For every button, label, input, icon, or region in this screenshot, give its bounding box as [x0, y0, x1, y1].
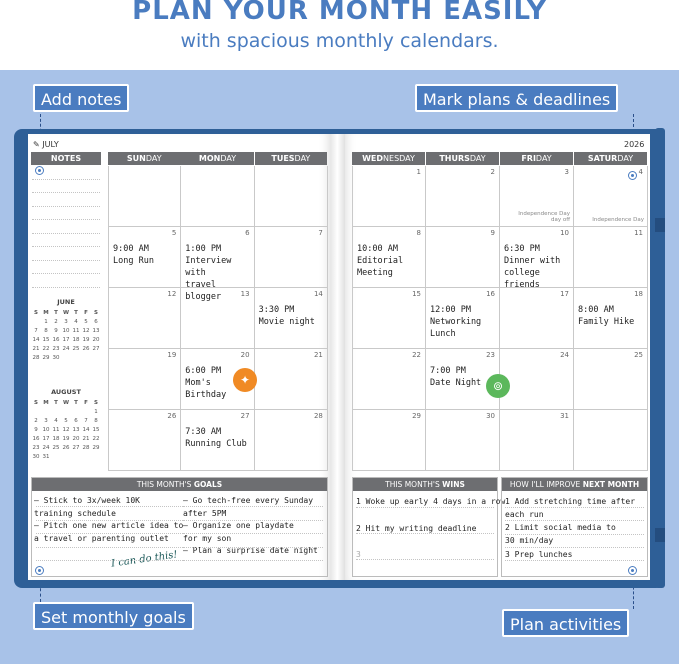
- day-number: 10: [560, 229, 569, 237]
- day-number: 9: [490, 229, 495, 237]
- writing-line: [183, 506, 323, 507]
- notes-header: NOTES: [31, 152, 101, 165]
- mini-calendar-weekday: M: [43, 399, 49, 406]
- mini-calendar-day: 11: [72, 327, 80, 334]
- mini-calendar-day: 22: [42, 345, 50, 352]
- mini-calendar-day: 20: [92, 336, 100, 343]
- mini-calendar-weekday: T: [54, 399, 58, 406]
- day-number: 21: [313, 351, 323, 359]
- writing-line: [505, 560, 644, 561]
- mini-calendar-day: [31, 317, 41, 326]
- mini-calendar-day: 10: [62, 327, 70, 334]
- page-spine: [331, 134, 345, 580]
- mini-calendar-day: 4: [54, 417, 58, 424]
- mini-calendar-day: 13: [72, 426, 80, 433]
- mini-calendar-august: [31, 388, 101, 461]
- day-header: TUESDAY: [255, 152, 328, 165]
- calendar-event: 7:30 AM Running Club: [185, 427, 247, 449]
- day-number: 30: [486, 412, 495, 420]
- day-number: 5: [171, 229, 177, 237]
- calendar-day-cell[interactable]: [255, 410, 328, 471]
- notes-line: [32, 247, 100, 261]
- mini-calendar-day: [51, 452, 61, 461]
- calendar-day-cell[interactable]: [181, 166, 254, 227]
- mini-calendar-day: 7: [84, 417, 88, 424]
- mini-calendar-day: 17: [62, 336, 70, 343]
- day-number: 14: [313, 290, 323, 298]
- mini-calendar-title: JUNE: [57, 298, 75, 306]
- mini-calendar-day: 5: [84, 318, 88, 325]
- mini-calendar-day: 2: [34, 417, 38, 424]
- day-number: 16: [486, 290, 495, 298]
- mini-calendar-weekday: F: [84, 399, 88, 406]
- mini-calendar-day: 18: [72, 336, 80, 343]
- mini-calendar-day: 26: [62, 444, 70, 451]
- dinner-icon: ⊚: [486, 374, 510, 398]
- calendar-day-cell[interactable]: [108, 349, 181, 410]
- mini-calendar-day: 6: [94, 318, 98, 325]
- mini-calendar-day: [81, 353, 91, 362]
- mini-calendar-weekday: T: [54, 309, 58, 316]
- mini-calendar-day: 16: [52, 336, 60, 343]
- calendar-event: 12:00 PM Networking Lunch: [430, 305, 482, 339]
- goals-column-1: – Stick to 3x/week 10K training schedule – Pitch one new article idea to a travel or parenting outlet: [34, 496, 184, 543]
- mini-calendar-day: 14: [32, 336, 40, 343]
- day-number: 28: [313, 412, 323, 420]
- mini-calendar-weekday: S: [94, 309, 98, 316]
- day-header: SATURDAY: [574, 152, 647, 165]
- mini-calendar-weekday: M: [43, 309, 49, 316]
- day-number: 31: [560, 412, 569, 420]
- mini-calendar-day: [81, 407, 91, 416]
- wins-header: THIS MONTH'S WINS: [353, 478, 497, 491]
- mini-calendar-day: 27: [72, 444, 80, 451]
- mini-calendar-day: 3: [64, 318, 68, 325]
- mini-calendar-weekday: S: [34, 399, 38, 406]
- day-header: FRIDAY: [500, 152, 573, 165]
- mini-calendar-day: 28: [82, 444, 90, 451]
- mini-calendar-day: 8: [44, 327, 48, 334]
- mini-calendar-day: 21: [82, 435, 90, 442]
- writing-line: [505, 547, 644, 548]
- mini-calendar-day: 20: [72, 435, 80, 442]
- calendar-day-cell[interactable]: [352, 410, 426, 471]
- calendar-day-cell[interactable]: [352, 227, 426, 288]
- writing-line: [505, 520, 644, 521]
- calendar-day-cell[interactable]: [255, 349, 328, 410]
- mini-calendar-day: [71, 353, 81, 362]
- calendar-event: 3:30 PM Movie night: [258, 305, 315, 327]
- mini-calendar-day: 6: [74, 417, 78, 424]
- day-number: 26: [167, 412, 177, 420]
- calendar-day-cell[interactable]: [574, 227, 648, 288]
- improve-item-1: 1 Add stretching time after each run: [505, 497, 636, 519]
- callout-add-notes: Add notes: [33, 84, 129, 112]
- calendar-day-cell[interactable]: [108, 288, 181, 349]
- mini-calendar-day: 10: [42, 426, 50, 433]
- headline-title: PLAN YOUR MONTH EASILY: [132, 0, 547, 26]
- mini-calendar-day: 24: [42, 444, 50, 451]
- calendar-event: 9:00 AM Long Run: [113, 244, 154, 266]
- ring-marker-plans: [628, 171, 637, 180]
- mini-calendar-day: [61, 452, 71, 461]
- calendar-day-cell[interactable]: [108, 227, 181, 288]
- mini-calendar-day: 7: [34, 327, 38, 334]
- holiday-label: Independence Day: [592, 217, 644, 223]
- callout-set-goals: Set monthly goals: [33, 602, 194, 630]
- calendar-day-cell[interactable]: [426, 166, 500, 227]
- mini-calendar-weekday: W: [62, 399, 70, 406]
- day-number: 25: [634, 351, 643, 359]
- mini-calendar-title: AUGUST: [51, 388, 81, 396]
- wins-item-1: 1 Woke up early 4 days in a row: [356, 497, 506, 506]
- day-number: 15: [412, 290, 421, 298]
- calendar-event: 10:00 AM Editorial Meeting: [357, 244, 404, 278]
- mini-calendar-day: 2: [54, 318, 58, 325]
- calendar-day-cell[interactable]: [255, 166, 328, 227]
- mini-calendar-day: 13: [92, 327, 100, 334]
- mini-calendar-day: 16: [32, 435, 40, 442]
- mini-calendar-day: [81, 452, 91, 461]
- elastic-strap: [655, 128, 665, 588]
- day-number: 1: [416, 168, 421, 176]
- mini-calendar-day: 14: [82, 426, 90, 433]
- goals-stamp: I can do this!: [107, 548, 181, 571]
- mini-calendar-day: 19: [62, 435, 70, 442]
- wins-item-3: 3: [356, 550, 361, 559]
- calendar-day-cell[interactable]: [352, 166, 426, 227]
- calendar-day-cell[interactable]: [500, 227, 574, 288]
- calendar-day-cell[interactable]: [352, 349, 426, 410]
- notes-line: [32, 207, 100, 221]
- calendar-day-cell[interactable]: [255, 227, 328, 288]
- mini-calendar-day: 29: [92, 444, 100, 451]
- calendar-day-cell[interactable]: [255, 288, 328, 349]
- calendar-event: 8:00 AM Family Hike: [578, 305, 635, 327]
- mini-calendar-day: [61, 407, 71, 416]
- day-number: 3: [564, 168, 569, 176]
- improve-header: HOW I'LL IMPROVE NEXT MONTH: [502, 478, 647, 491]
- notes-lines: [32, 166, 100, 288]
- mini-calendar-day: [71, 452, 81, 461]
- day-number: 17: [560, 290, 569, 298]
- day-number: 18: [634, 290, 643, 298]
- month-label: [33, 140, 59, 149]
- party-popper-icon: ✦: [233, 368, 257, 392]
- notes-line: [32, 180, 100, 194]
- day-number: 4: [638, 168, 643, 176]
- day-number: 6: [245, 229, 250, 237]
- day-number: 12: [167, 290, 177, 298]
- writing-line: [183, 533, 323, 534]
- writing-line: [183, 560, 323, 561]
- notes-line: [32, 261, 100, 275]
- mini-calendar-weekday: S: [94, 399, 98, 406]
- day-number: 23: [486, 351, 495, 359]
- day-header: WEDNESDAY: [352, 152, 425, 165]
- mini-calendar-day: 9: [34, 426, 38, 433]
- day-number: 8: [416, 229, 421, 237]
- mini-calendar-day: [31, 407, 41, 416]
- pen-icon: ✎: [33, 140, 40, 149]
- goals-header: THIS MONTH'S GOALS: [32, 478, 327, 491]
- goals-column-2: – Go tech-free every Sunday after 5PM – Organize one playdate for my son – Plan a surprise date night: [183, 496, 318, 555]
- year-label: 2026: [624, 140, 645, 149]
- mini-calendar-day: 8: [94, 417, 98, 424]
- mini-calendar-day: 25: [72, 345, 80, 352]
- day-number: 27: [240, 412, 250, 420]
- mini-calendar-day: 15: [42, 336, 50, 343]
- holiday-label: Independence Day day off: [518, 211, 570, 223]
- mini-calendar-day: 15: [92, 426, 100, 433]
- mini-calendar-day: 19: [82, 336, 90, 343]
- mini-calendar-day: 28: [32, 354, 40, 361]
- mini-calendar-day: 25: [52, 444, 60, 451]
- mini-calendar-day: 30: [32, 453, 40, 460]
- writing-line: [356, 559, 494, 560]
- calendar-day-cell[interactable]: [500, 166, 574, 227]
- day-number: 13: [240, 290, 250, 298]
- mini-calendar-day: [61, 353, 71, 362]
- mini-calendar-day: [51, 407, 61, 416]
- calendar-day-cell[interactable]: [574, 349, 648, 410]
- wins-item-2: 2 Hit my writing deadline: [356, 524, 477, 533]
- ring-marker-notes: [35, 166, 44, 175]
- mini-calendar-day: 1: [94, 408, 98, 415]
- mini-calendar-weekday: F: [84, 309, 88, 316]
- mini-calendar-day: 4: [74, 318, 78, 325]
- day-header: THURSDAY: [426, 152, 499, 165]
- calendar-day-cell[interactable]: [574, 288, 648, 349]
- day-number: 24: [560, 351, 569, 359]
- calendar-day-cell[interactable]: [181, 410, 254, 471]
- callout-plan-activities: Plan activities: [502, 609, 629, 637]
- calendar-day-cell[interactable]: [108, 166, 181, 227]
- mini-calendar-day: [71, 407, 81, 416]
- calendar-day-cell[interactable]: [500, 288, 574, 349]
- mini-calendar-weekday: T: [74, 399, 78, 406]
- writing-line: [36, 560, 191, 561]
- day-number: 11: [634, 229, 643, 237]
- day-number: 19: [167, 351, 177, 359]
- calendar-day-cell[interactable]: [500, 410, 574, 471]
- notes-line: [32, 274, 100, 288]
- headline-subtitle: with spacious monthly calendars.: [180, 30, 499, 52]
- calendar-event: 6:00 PM Mom's Birthday: [185, 366, 227, 400]
- headline: [0, 0, 679, 70]
- calendar-day-cell[interactable]: [181, 288, 254, 349]
- day-number: 29: [412, 412, 421, 420]
- mini-calendar-day: 11: [52, 426, 60, 433]
- calendar-day-cell[interactable]: [352, 288, 426, 349]
- writing-line: [356, 507, 494, 508]
- day-number: 20: [240, 351, 250, 359]
- writing-line: [36, 547, 191, 548]
- calendar-day-cell[interactable]: [426, 410, 500, 471]
- writing-line: [505, 507, 644, 508]
- day-header: MONDAY: [181, 152, 254, 165]
- mini-calendar-day: 27: [92, 345, 100, 352]
- writing-line: [183, 520, 323, 521]
- mini-calendar-day: 30: [52, 354, 60, 361]
- writing-line: [183, 547, 323, 548]
- mini-calendar-day: 3: [44, 417, 48, 424]
- mini-calendar-day: [91, 353, 101, 362]
- mini-calendar-day: [41, 407, 51, 416]
- mini-calendar-day: 31: [42, 453, 50, 460]
- mini-calendar-day: 12: [82, 327, 90, 334]
- writing-line: [36, 520, 191, 521]
- calendar-day-cell[interactable]: [574, 410, 648, 471]
- calendar-event: 1:00 PM Interview with travel blogger: [185, 244, 232, 302]
- calendar-day-cell[interactable]: [426, 227, 500, 288]
- day-number: 2: [490, 168, 495, 176]
- mini-calendar-day: 21: [32, 345, 40, 352]
- writing-line: [356, 533, 494, 534]
- mini-calendar-day: [91, 452, 101, 461]
- mini-calendar-weekday: W: [62, 309, 70, 316]
- mini-calendar-day: 9: [54, 327, 58, 334]
- mini-calendar-weekday: T: [74, 309, 78, 316]
- mini-calendar-day: 26: [82, 345, 90, 352]
- calendar-day-cell[interactable]: [500, 349, 574, 410]
- notes-line: [32, 234, 100, 248]
- notes-line: [32, 193, 100, 207]
- mini-calendar-day: 12: [62, 426, 70, 433]
- improve-item-2: 2 Limit social media to 30 min/day: [505, 523, 616, 545]
- mini-calendar-day: 29: [42, 354, 50, 361]
- mini-calendar-day: 23: [52, 345, 60, 352]
- mini-calendar-day: 1: [44, 318, 48, 325]
- mini-calendar-day: 22: [92, 435, 100, 442]
- day-number: 22: [412, 351, 421, 359]
- mini-calendar-day: 17: [42, 435, 50, 442]
- calendar-event: 7:00 PM Date Night: [430, 366, 482, 388]
- writing-line: [36, 533, 191, 534]
- mini-calendar-day: 5: [64, 417, 68, 424]
- calendar-day-cell[interactable]: [426, 288, 500, 349]
- month-name: JULY: [42, 140, 59, 149]
- mini-calendar-day: 23: [32, 444, 40, 451]
- mini-calendar-june: [31, 298, 101, 362]
- callout-mark-plans: Mark plans & deadlines: [415, 84, 618, 112]
- writing-line: [36, 506, 191, 507]
- writing-line: [505, 534, 644, 535]
- day-number: 7: [318, 229, 323, 237]
- improve-item-3: 3 Prep lunches: [505, 550, 573, 559]
- calendar-day-cell[interactable]: [108, 410, 181, 471]
- notes-line: [32, 220, 100, 234]
- mini-calendar-weekday: S: [34, 309, 38, 316]
- mini-calendar-day: 24: [62, 345, 70, 352]
- mini-calendar-day: 18: [52, 435, 60, 442]
- day-header: SUNDAY: [108, 152, 181, 165]
- calendar-event: 6:30 PM Dinner with college friends: [504, 244, 561, 290]
